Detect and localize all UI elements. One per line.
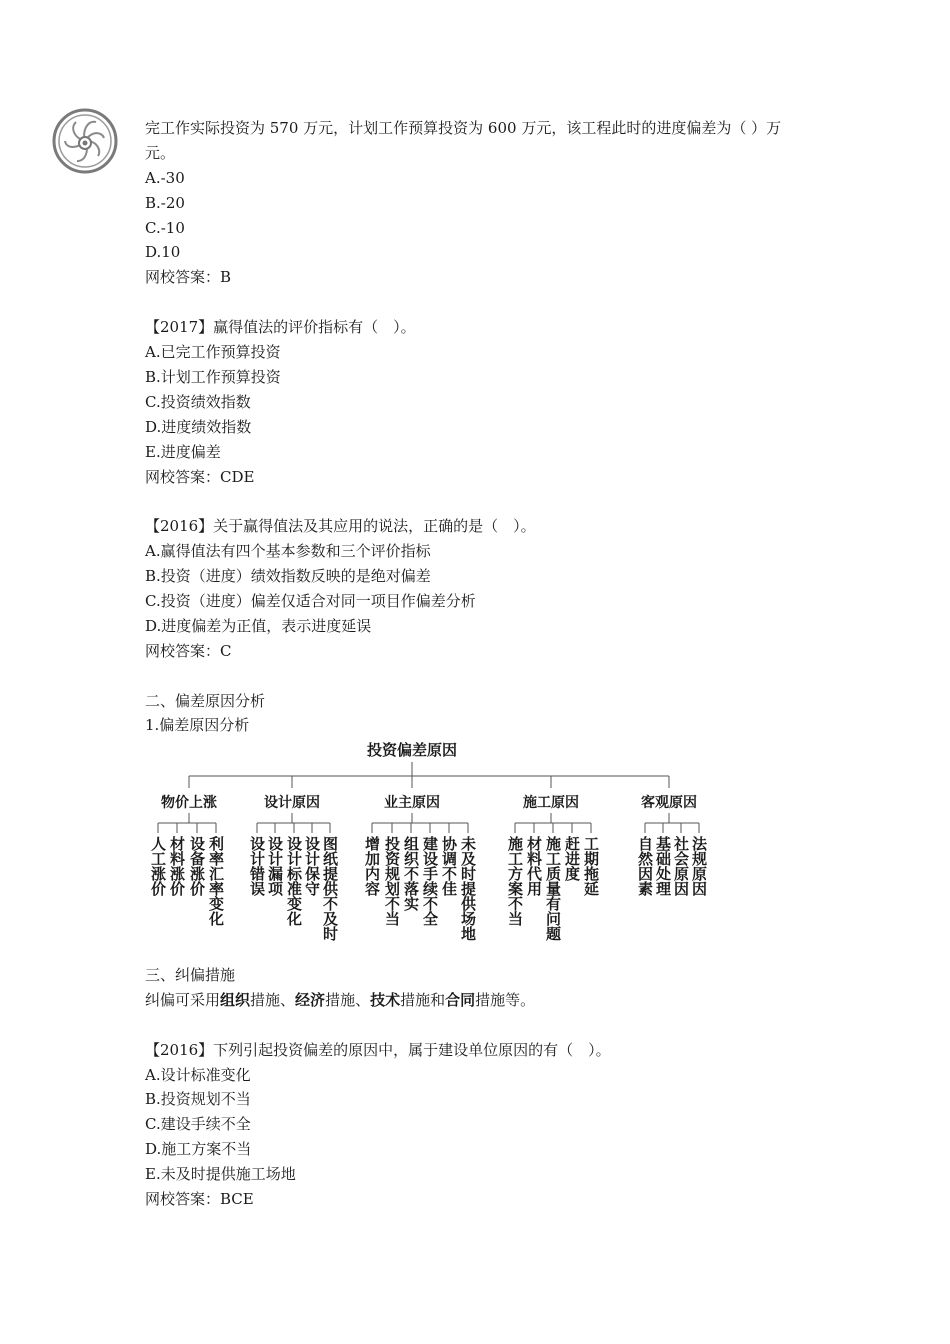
bold-keyword: 组织 bbox=[220, 990, 251, 1009]
leaf-item: 组织不落实 bbox=[402, 836, 420, 911]
answer-2016a: 网校答案：C bbox=[145, 641, 232, 660]
question-stem-prev: 完工作实际投资为 570 万元，计划工作预算投资为 600 万元，该工程此时的进度偏差为（ ）万元。 bbox=[145, 119, 782, 162]
question-stem-2016b: 【2016】下列引起投资偏差的原因中，属于建设单位原因的有（ ）。 bbox=[145, 1040, 611, 1059]
option-c: C.建设手续不全 bbox=[145, 1115, 251, 1134]
leaf-item: 社会原因 bbox=[672, 836, 690, 896]
seal-logo-icon bbox=[52, 108, 118, 174]
leaf-item: 材料代用 bbox=[525, 836, 543, 896]
leaf-item: 设计漏项 bbox=[266, 836, 284, 896]
leaf-item: 设计错误 bbox=[248, 836, 266, 896]
option-a: A.-30 bbox=[145, 168, 185, 187]
answer-2017: 网校答案：CDE bbox=[145, 467, 255, 486]
answer-2016b: 网校答案：BCE bbox=[145, 1190, 254, 1209]
leaf-item: 材料涨价 bbox=[168, 836, 186, 896]
leaf-item: 自然因素 bbox=[636, 836, 654, 896]
option-a: A.设计标准变化 bbox=[145, 1065, 251, 1084]
category-label: 设计原因 bbox=[264, 795, 320, 811]
section-heading-deviation-causes: 二、偏差原因分析 bbox=[145, 691, 266, 710]
leaf-item: 设备涨价 bbox=[188, 836, 206, 896]
category-label: 业主原因 bbox=[384, 795, 440, 811]
text-run: 措施和 bbox=[400, 990, 446, 1009]
answer-prev: 网校答案：B bbox=[145, 268, 232, 287]
leaf-item: 设计标准变化 bbox=[285, 836, 303, 926]
option-a: A.已完工作预算投资 bbox=[145, 343, 281, 362]
leaf-item: 法规原因 bbox=[690, 836, 708, 896]
leaf-item: 增加内容 bbox=[363, 836, 381, 896]
leaf-item: 设计保守 bbox=[303, 836, 321, 896]
leaf-item: 投资规划不当 bbox=[383, 836, 401, 926]
leaf-item: 基础处理 bbox=[654, 836, 672, 896]
section-heading-correction: 三、纠偏措施 bbox=[145, 966, 236, 984]
deviation-causes-diagram bbox=[145, 738, 725, 960]
option-b: B.投资（进度）绩效指数反映的是绝对偏差 bbox=[145, 567, 431, 586]
correction-sentence bbox=[145, 988, 805, 1013]
leaf-item: 协调不佳 bbox=[440, 836, 458, 896]
option-b: B.-20 bbox=[145, 193, 185, 212]
option-b: B.计划工作预算投资 bbox=[145, 367, 281, 386]
leaf-item: 未及时提供场地 bbox=[459, 836, 477, 941]
option-d: D.施工方案不当 bbox=[145, 1140, 252, 1159]
text-run: 措施、 bbox=[325, 990, 371, 1009]
text-run: 纠偏可采用 bbox=[145, 990, 221, 1009]
diagram-leaves bbox=[149, 835, 708, 942]
leaf-item: 施工质量有问题 bbox=[544, 836, 562, 941]
question-stem-2016a: 【2016】关于赢得值法及其应用的说法，正确的是（ ）。 bbox=[145, 517, 536, 536]
text-run: 措施、 bbox=[250, 990, 296, 1009]
leaf-item: 图纸提供不及时 bbox=[321, 836, 339, 941]
leaf-item: 工期拖延 bbox=[582, 836, 600, 896]
bold-keyword: 技术 bbox=[370, 990, 401, 1009]
bold-keyword: 合同 bbox=[445, 990, 476, 1009]
question-stem-2017: 【2017】赢得值法的评价指标有（ ）。 bbox=[145, 318, 416, 337]
category-label: 施工原因 bbox=[523, 795, 579, 811]
subheading-deviation-causes: 1.偏差原因分析 bbox=[145, 716, 250, 735]
leaf-item: 建设手续不全 bbox=[421, 836, 439, 926]
option-d: D.10 bbox=[145, 243, 181, 262]
option-e: E.未及时提供施工场地 bbox=[145, 1165, 296, 1184]
bold-keyword: 经济 bbox=[295, 990, 326, 1009]
diagram-root: 投资偏差原因 bbox=[366, 741, 458, 759]
leaf-item: 赶进度 bbox=[563, 836, 581, 881]
option-c: C.投资绩效指数 bbox=[145, 392, 251, 411]
option-d: D.进度绩效指数 bbox=[145, 417, 252, 436]
text-run: 措施等。 bbox=[475, 990, 536, 1009]
leaf-item: 利率汇率变化 bbox=[207, 836, 225, 926]
category-label: 物价上涨 bbox=[161, 795, 217, 811]
option-d: D.进度偏差为正值，表示进度延误 bbox=[145, 616, 372, 635]
option-e: E.进度偏差 bbox=[145, 442, 221, 461]
option-a: A.赢得值法有四个基本参数和三个评价指标 bbox=[145, 542, 431, 561]
leaf-item: 施工方案不当 bbox=[506, 836, 524, 926]
option-b: B.投资规划不当 bbox=[145, 1090, 251, 1109]
leaf-item: 人工涨价 bbox=[149, 836, 167, 896]
option-c: C.投资（进度）偏差仅适合对同一项目作偏差分析 bbox=[145, 591, 476, 610]
category-label: 客观原因 bbox=[641, 795, 697, 811]
option-c: C.-10 bbox=[145, 218, 185, 237]
